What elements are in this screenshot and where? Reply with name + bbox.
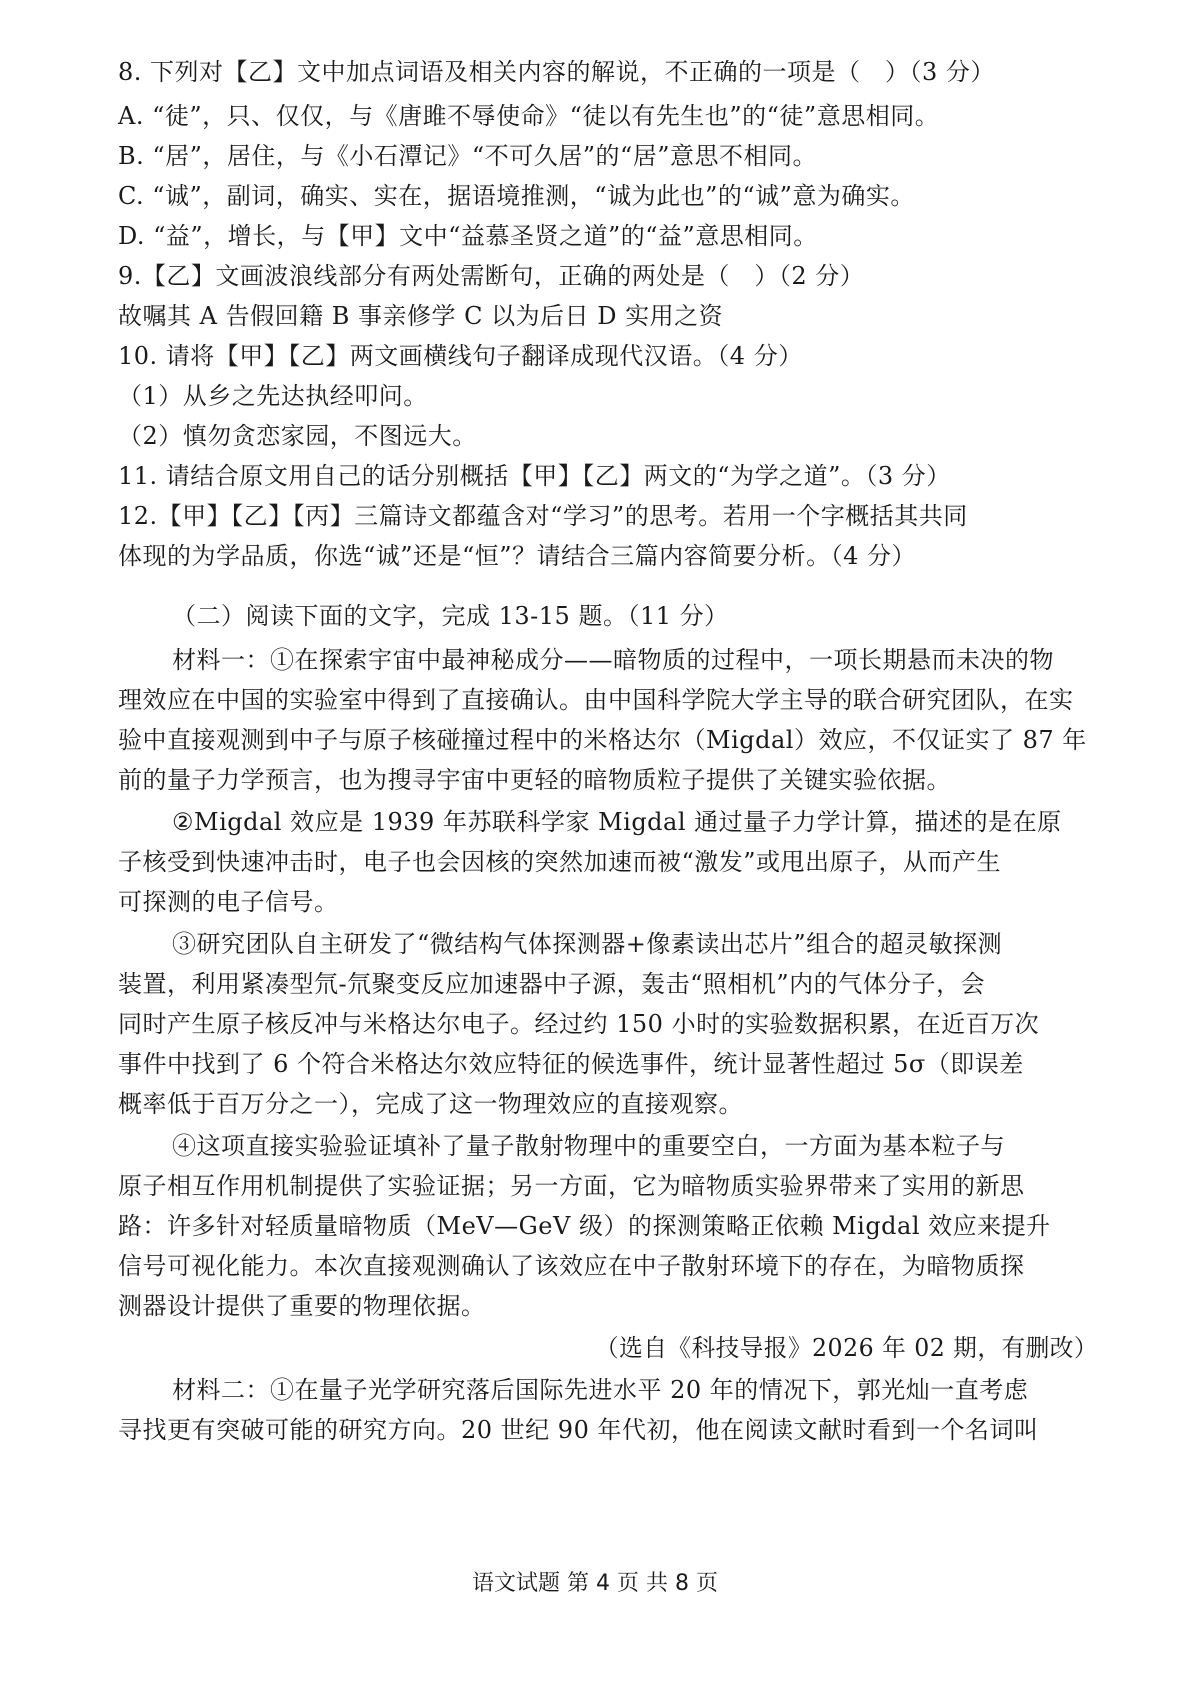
q8-option-d: D. “益”，增长，与【甲】文中“益慕圣贤之道”的“益”意思相同。 xyxy=(118,222,818,250)
paragraph-3-line: 概率低于百万分之一），完成了这一物理效应的直接观察。 xyxy=(118,1090,743,1118)
paragraph-4-line: 路：许多针对轻质量暗物质（MeV—GeV 级）的探测策略正依赖 Migdal 效应来提升 xyxy=(118,1212,1051,1240)
material-1-line: 理效应在中国的实验室中得到了直接确认。由中国科学院大学主导的联合研究团队，在实 xyxy=(118,686,1074,714)
q9-sentence: 故嘱其 A 告假回籍 B 事亲修学 C 以为后日 D 实用之资 xyxy=(118,302,724,330)
q8-option-b: B. “居”，居住，与《小石潭记》“不可久居”的“居”意思不相同。 xyxy=(118,142,818,170)
question-12-line-1: 12.【甲】【乙】【丙】三篇诗文都蕴含对“学习”的思考。若用一个字概括其共同 xyxy=(118,502,968,530)
material-2-line: 寻找更有突破可能的研究方向。20 世纪 90 年代初，他在阅读文献时看到一个名词叫 xyxy=(118,1416,1039,1444)
paragraph-3-line: 同时产生原子核反冲与米格达尔电子。经过约 150 小时的实验数据积累，在近百万次 xyxy=(118,1010,1040,1038)
paragraph-4-line: 信号可视化能力。本次直接观测确认了该效应在中子散射环境下的存在，为暗物质探 xyxy=(118,1252,1025,1280)
paragraph-2-line: ②Migdal 效应是 1939 年苏联科学家 Migdal 通过量子力学计算，描述的是在原 xyxy=(172,808,1062,836)
question-8: 8. 下列对【乙】文中加点词语及相关内容的解说，不正确的一项是（ ）（3 分） xyxy=(118,58,995,86)
paragraph-3-line: 装置，利用紧凑型氘-氘聚变反应加速器中子源，轰击“照相机”内的气体分子，会 xyxy=(118,970,986,998)
source-citation: （选自《科技导报》2026 年 02 期，有删改） xyxy=(594,1334,1098,1362)
q10-item-1: （1）从乡之先达执经叩问。 xyxy=(118,382,428,410)
paragraph-4-line: 原子相互作用机制提供了实验证据；另一方面，它为暗物质实验界带来了实用的新思 xyxy=(118,1172,1025,1200)
section-2-heading: （二）阅读下面的文字，完成 13-15 题。（11 分） xyxy=(172,602,729,630)
paragraph-2-line: 子核受到快速冲击时，电子也会因核的突然加速而被“激发”或甩出原子，从而产生 xyxy=(118,848,1002,876)
question-9: 9.【乙】文画波浪线部分有两处需断句，正确的两处是（ ）（2 分） xyxy=(118,262,865,290)
question-12-line-2: 体现的为学品质，你选“诚”还是“恒”？请结合三篇内容简要分析。（4 分） xyxy=(118,542,916,570)
question-10: 10. 请将【甲】【乙】两文画横线句子翻译成现代汉语。（4 分） xyxy=(118,342,803,370)
paragraph-2-line: 可探测的电子信号。 xyxy=(118,888,339,916)
material-1-line: 材料一：①在探索宇宙中最神秘成分——暗物质的过程中，一项长期悬而未决的物 xyxy=(172,646,1054,674)
q8-option-c: C. “诚”，副词，确实、实在，据语境推测，“诚为此也”的“诚”意为确实。 xyxy=(118,182,915,210)
paragraph-4-line: 测器设计提供了重要的物理依据。 xyxy=(118,1292,486,1320)
page-footer: 语文试题 第 4 页 共 8 页 xyxy=(472,1571,718,1596)
material-1-line: 前的量子力学预言，也为搜寻宇宙中更轻的暗物质粒子提供了关键实验依据。 xyxy=(118,766,951,794)
q10-item-2: （2）慎勿贪恋家园，不图远大。 xyxy=(118,422,477,450)
material-1-line: 验中直接观测到中子与原子核碰撞过程中的米格达尔（Migdal）效应，不仅证实了 87 年 xyxy=(118,726,1087,754)
paragraph-4-line: ④这项直接实验验证填补了量子散射物理中的重要空白，一方面为基本粒子与 xyxy=(172,1132,1005,1160)
material-2-line: 材料二：①在量子光学研究落后国际先进水平 20 年的情况下，郭光灿一直考虑 xyxy=(172,1376,1029,1404)
paragraph-3-line: 事件中找到了 6 个符合米格达尔效应特征的候选事件，统计显著性超过 5σ（即误差 xyxy=(118,1050,1024,1078)
question-11: 11. 请结合原文用自己的话分别概括【甲】【乙】两文的“为学之道”。（3 分） xyxy=(118,462,951,490)
q8-option-a: A. “徒”，只、仅仅，与《唐雎不辱使命》“徒以有先生也”的“徒”意思相同。 xyxy=(118,102,940,130)
paragraph-3-line: ③研究团队自主研发了“微结构气体探测器+像素读出芯片”组合的超灵敏探测 xyxy=(172,930,1003,958)
